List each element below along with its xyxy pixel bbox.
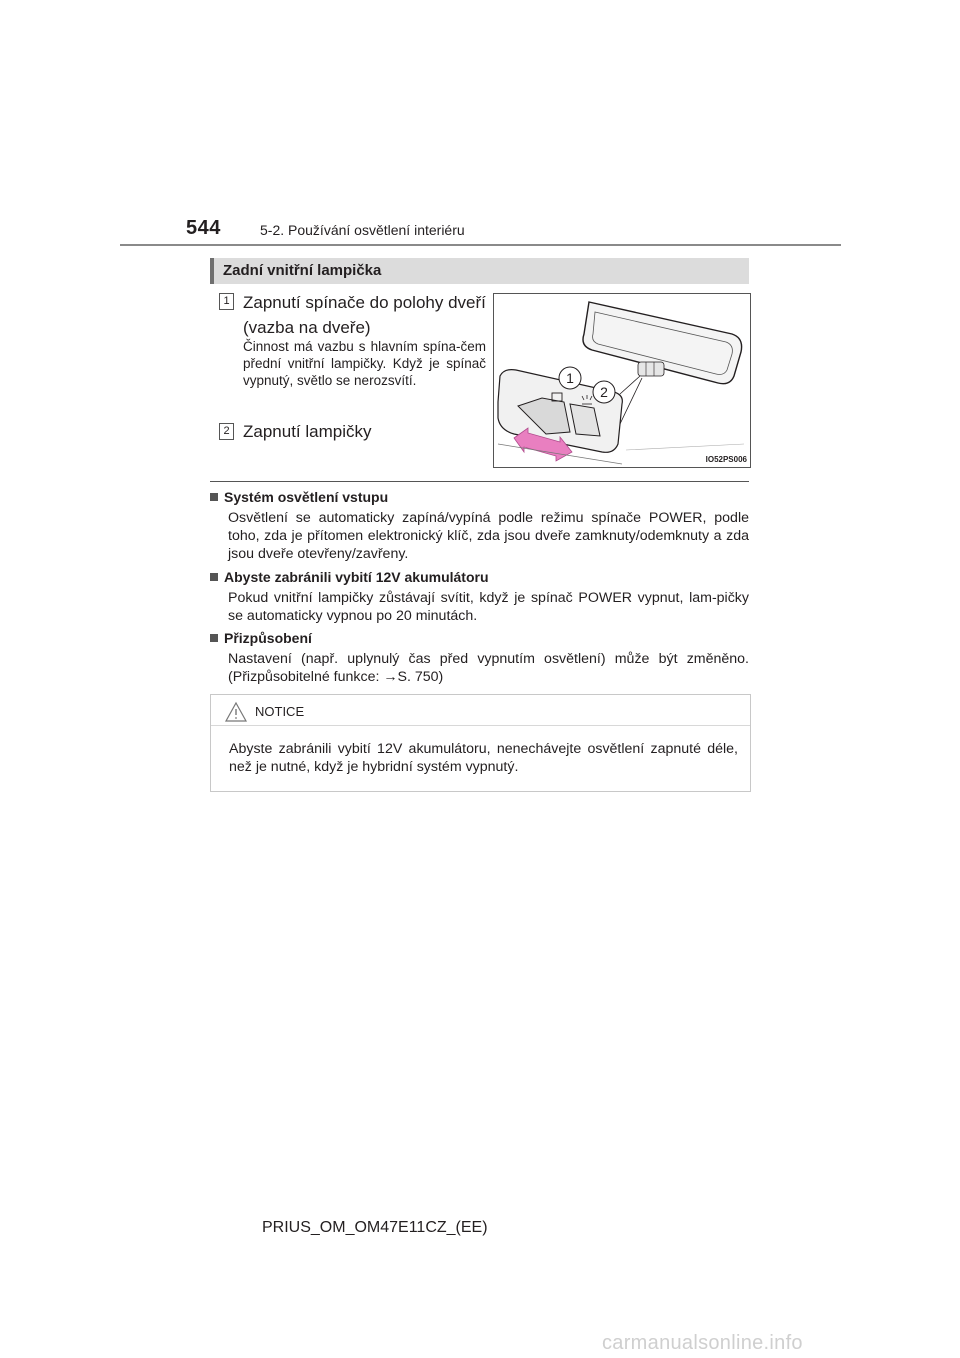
- note-1-heading: [210, 489, 388, 505]
- callout-2: [593, 381, 615, 403]
- item-1-description: Činnost má vazbu s hlavním spína-čem přední vnitřní lampičky. Když je spínač vypnutý, světlo se nerozsvítí.: [243, 339, 486, 388]
- note-1-text: Osvětlení se automaticky zapíná/vypíná podle režimu spínače POWER, podle toho, zda je přítomen elektronický klíč, zda jsou dveře zamknuty/odemknuty a zda jsou dveře otevřeny/zavřeny.: [228, 510, 749, 562]
- rear-lamp-illustration: [494, 294, 750, 467]
- section-heading: [210, 258, 749, 284]
- item-2-title: Zapnutí lampičky: [243, 422, 372, 441]
- page-number: 544: [186, 217, 221, 239]
- notice-box: [210, 694, 751, 792]
- note-2-text: Pokud vnitřní lampičky zůstávají svítit, když je spínač POWER vypnut, lam-pičky se automaticky vypnou po 20 minutách.: [228, 590, 749, 624]
- note-2-heading: [210, 569, 489, 585]
- svg-text:1: 1: [566, 370, 574, 386]
- note-3-heading: [210, 630, 312, 646]
- svg-text:2: 2: [600, 384, 608, 400]
- item-1-title: Zapnutí spínače do polohy dveří (vazba na dveře): [243, 293, 486, 337]
- figure-code: IO52PS006: [705, 455, 747, 464]
- footer-code: PRIUS_OM_OM47E11CZ_(EE): [262, 1219, 488, 1236]
- note-2-heading-text: Abyste zabránili vybití 12V akumulátoru: [224, 569, 489, 585]
- item-1-number: 1: [219, 293, 234, 310]
- notice-header-rule: [211, 725, 750, 726]
- watermark: carmanualsonline.info: [602, 1332, 803, 1354]
- notice-text: Abyste zabránili vybití 12V akumulátoru, nenechávejte osvětlení zapnuté déle, než je nutné, když je hybridní systém vypnutý.: [229, 741, 738, 775]
- section-title: 5-2. Používání osvětlení interiéru: [260, 222, 465, 238]
- warning-triangle-icon: [224, 701, 248, 723]
- header-rule: [120, 244, 841, 246]
- section-heading-text: Zadní vnitřní lampička: [223, 262, 382, 279]
- section-divider: [210, 481, 749, 482]
- square-bullet-icon: [210, 493, 218, 501]
- item-2-number: 2: [219, 423, 234, 440]
- note-3-text: Nastavení (např. uplynulý čas před vypnutím osvětlení) může být změněno. (Přizpůsobitelné funkce: →S. 750): [228, 651, 749, 685]
- square-bullet-icon: [210, 573, 218, 581]
- section-heading-bar: [210, 258, 214, 284]
- lamp-switch-small: [638, 362, 664, 376]
- callout-1: [559, 367, 581, 389]
- note-3-heading-text: Přizpůsobení: [224, 630, 312, 646]
- square-bullet-icon: [210, 634, 218, 642]
- notice-label: NOTICE: [255, 704, 305, 719]
- note-1-heading-text: Systém osvětlení vstupu: [224, 489, 389, 505]
- illustration: [493, 293, 751, 468]
